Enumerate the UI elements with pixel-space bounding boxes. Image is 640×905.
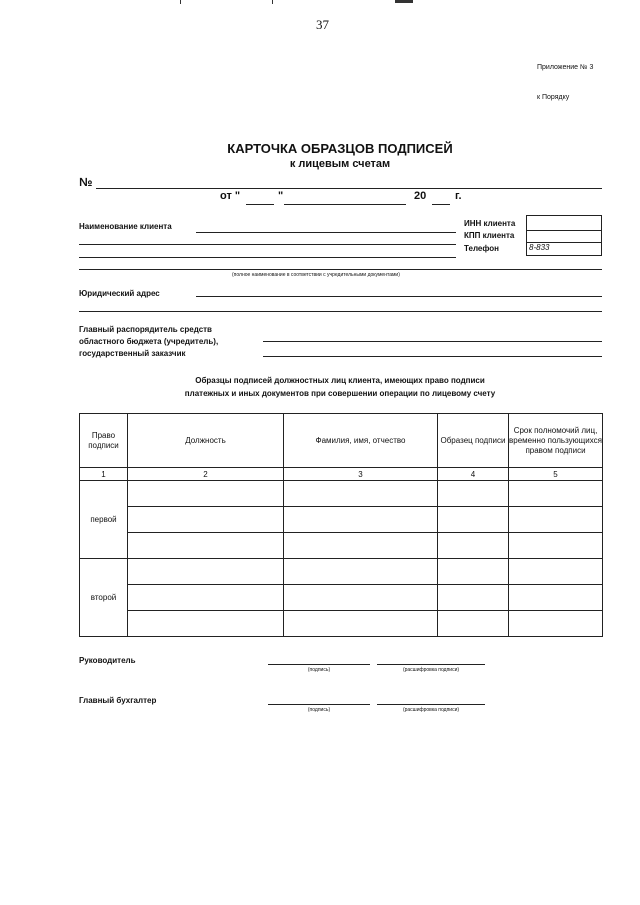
table-number-row (80, 468, 603, 481)
date-from-label: от " (220, 190, 241, 202)
client-name-label: Наименование клиента (79, 222, 172, 231)
table-cell[interactable] (438, 507, 509, 533)
date-quote: " (278, 190, 284, 202)
legal-address-line-2 (79, 311, 602, 312)
column-number: 5 (509, 468, 603, 481)
header-position: Должность (128, 414, 284, 468)
date-day-line (246, 204, 274, 205)
date-year-line (432, 204, 450, 205)
table-cell[interactable] (128, 611, 284, 637)
client-name-line-3 (79, 257, 456, 258)
column-number: 4 (438, 468, 509, 481)
head-signature-caption: (подпись) (307, 667, 331, 673)
table-cell[interactable] (284, 611, 438, 637)
number-label: № (79, 175, 93, 189)
group-second-label: второй (80, 559, 128, 637)
header-signature-sample: Образец подписи (438, 414, 509, 468)
table-cell[interactable] (509, 611, 603, 637)
accountant-signature-line (268, 704, 370, 705)
accountant-signature-caption: (подпись) (307, 707, 331, 713)
accountant-decoding-caption: (расшифровка подписи) (402, 707, 460, 713)
date-month-line (284, 204, 406, 205)
table-cell[interactable] (438, 585, 509, 611)
column-number: 1 (80, 468, 128, 481)
table-cell[interactable] (509, 533, 603, 559)
header-full-name: Фамилия, имя, отчество (284, 414, 438, 468)
column-number: 2 (128, 468, 284, 481)
client-name-line-2 (79, 244, 456, 245)
date-year-prefix: 20 (414, 190, 427, 202)
table-cell[interactable] (284, 533, 438, 559)
phone-value: 8-833 (529, 243, 550, 252)
number-field-line (96, 188, 602, 189)
samples-heading-line-1: Образцы подписей должностных лиц клиента, имеющих право подписи (195, 376, 485, 385)
table-row (80, 507, 603, 533)
legal-address-line-1 (196, 296, 602, 297)
main-manager-label-1: Главный распорядитель средств (79, 325, 212, 334)
table-cell[interactable] (438, 481, 509, 507)
table-cell[interactable] (128, 481, 284, 507)
table-row (80, 533, 603, 559)
head-decoding-line (377, 664, 485, 665)
table-row (80, 559, 603, 585)
document-title: КАРТОЧКА ОБРАЗЦОВ ПОДПИСЕЙ (227, 141, 453, 156)
appendix-line-1: Приложение № 3 (537, 64, 594, 71)
table-cell[interactable] (509, 559, 603, 585)
group-first-label: первой (80, 481, 128, 559)
header-right-to-sign: Право подписи (80, 414, 128, 468)
table-cell[interactable] (438, 559, 509, 585)
head-decoding-caption: (расшифровка подписи) (402, 667, 460, 673)
table-cell[interactable] (284, 481, 438, 507)
head-signature-line (268, 664, 370, 665)
appendix-line-2: к Порядку (537, 94, 570, 101)
full-name-note: (полное наименование в соответствии с учредительными документами) (232, 272, 400, 278)
client-name-line-1 (196, 232, 456, 233)
phone-label: Телефон (464, 244, 499, 253)
main-manager-line-1 (263, 341, 602, 342)
header-authority-term: Срок полномочий лиц, временно пользующихся правом подписи (509, 414, 603, 468)
table-cell[interactable] (128, 507, 284, 533)
table-cell[interactable] (509, 585, 603, 611)
scan-artifact-top (272, 0, 273, 4)
table-cell[interactable] (438, 611, 509, 637)
table-cell[interactable] (128, 559, 284, 585)
main-manager-line-2 (263, 356, 602, 357)
table-row (80, 481, 603, 507)
full-name-line (79, 269, 602, 270)
table-cell[interactable] (128, 533, 284, 559)
table-cell[interactable] (284, 507, 438, 533)
scan-artifact-top (180, 0, 181, 4)
column-number: 3 (284, 468, 438, 481)
table-header-row (80, 414, 603, 468)
signatures-table (79, 413, 603, 637)
head-label: Руководитель (79, 656, 136, 665)
accountant-decoding-line (377, 704, 485, 705)
table-cell[interactable] (284, 585, 438, 611)
table-cell[interactable] (509, 481, 603, 507)
legal-address-label: Юридический адрес (79, 289, 160, 298)
table-cell[interactable] (509, 507, 603, 533)
document-subtitle: к лицевым счетам (289, 158, 391, 170)
table-row (80, 611, 603, 637)
inn-label: ИНН клиента (464, 219, 516, 228)
samples-heading-line-2: платежных и иных документов при совершении операции по лицевому счету (184, 389, 496, 398)
table-cell[interactable] (284, 559, 438, 585)
kpp-label: КПП клиента (464, 231, 515, 240)
table-cell[interactable] (128, 585, 284, 611)
table-cell[interactable] (438, 533, 509, 559)
chief-accountant-label: Главный бухгалтер (79, 696, 157, 705)
main-manager-label-2: областного бюджета (учредитель), (79, 337, 219, 346)
page-number: 37 (316, 17, 329, 32)
table-row (80, 585, 603, 611)
scan-artifact-top (395, 0, 413, 3)
inn-box (526, 215, 602, 231)
main-manager-label-3: государственный заказчик (79, 349, 186, 358)
date-year-suffix: г. (455, 190, 462, 202)
